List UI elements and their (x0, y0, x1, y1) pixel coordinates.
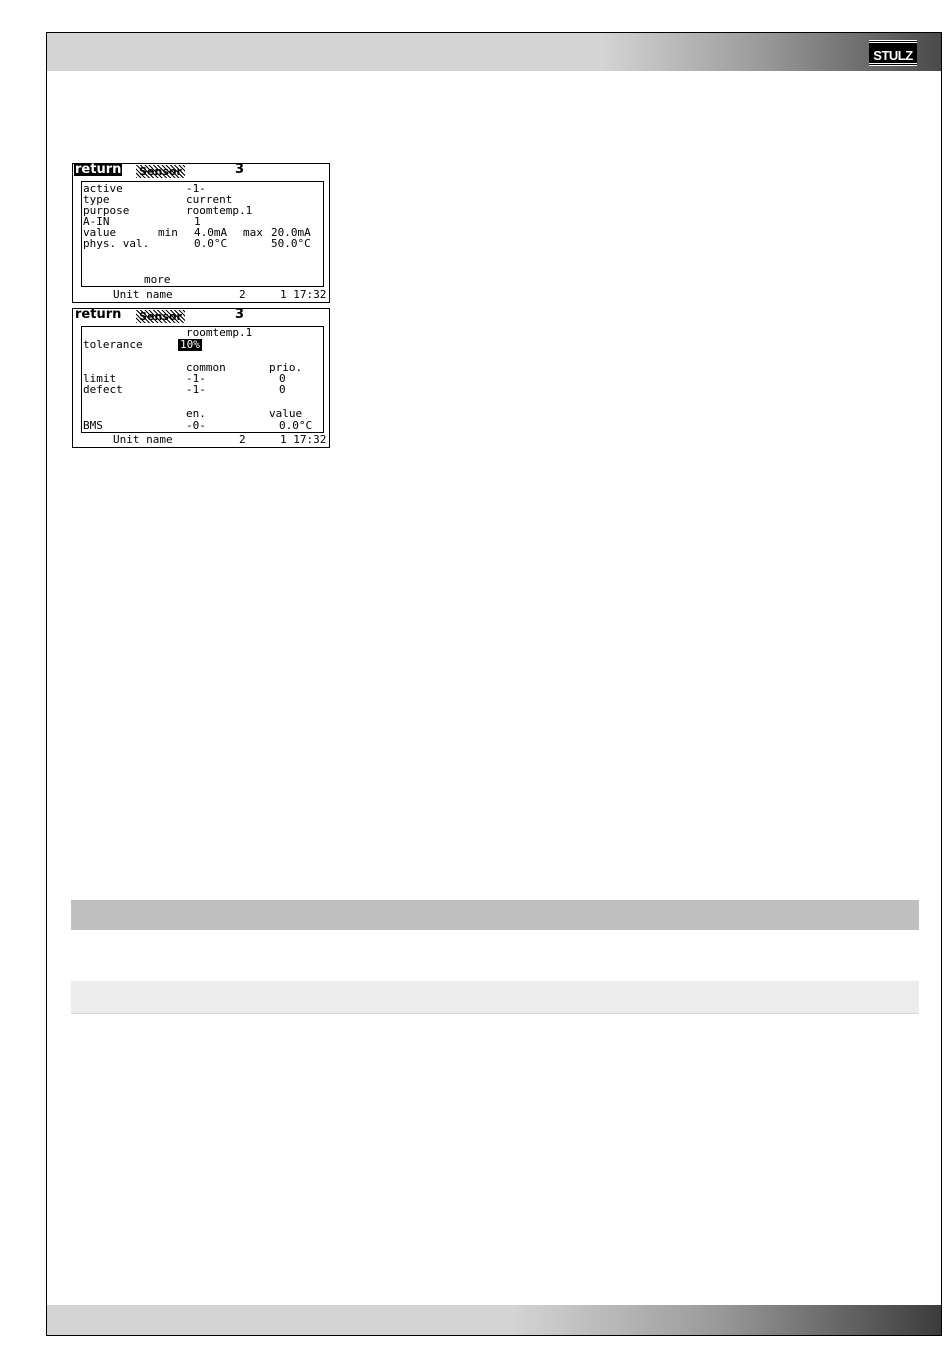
col-value: value (269, 407, 303, 420)
page-frame (46, 32, 942, 1336)
limit-common[interactable]: -1- (186, 372, 206, 385)
limit-prio[interactable]: 0 (279, 372, 286, 385)
unit-name: Unit name (113, 433, 173, 446)
sensor-number: 3 (235, 162, 245, 177)
bms-en[interactable]: -0- (186, 419, 206, 432)
phys-min-value[interactable]: 0.0°C (194, 237, 228, 250)
stulz-logo: STULZ (869, 40, 917, 66)
min-label: min (158, 226, 178, 239)
lcd-header (73, 164, 329, 179)
min-value[interactable]: 4.0mA (194, 226, 228, 239)
row-label: active (83, 182, 123, 195)
return-label[interactable]: return (75, 307, 122, 322)
row-label: A-IN (83, 215, 110, 228)
row-label: value (83, 226, 117, 239)
lcd-content (81, 326, 324, 433)
tolerance-label: tolerance (83, 338, 143, 351)
lcd-footer (73, 289, 329, 301)
row-label: purpose (83, 204, 130, 217)
purpose-value: roomtemp.1 (186, 326, 253, 339)
row-value[interactable]: current (186, 193, 233, 206)
col-en: en. (186, 407, 206, 420)
more-link[interactable]: more (144, 273, 171, 286)
col-prio: prio. (269, 361, 303, 374)
section-bar (71, 900, 919, 930)
limit-label: limit (83, 372, 117, 385)
row-value[interactable]: roomtemp.1 (186, 204, 253, 217)
row-value[interactable]: -1- (186, 182, 206, 195)
sensor-number: 3 (235, 307, 245, 322)
footer-time: 1 17:32 (280, 288, 327, 301)
subsection-bar (71, 981, 919, 1014)
tolerance-value[interactable]: 10% (180, 338, 200, 351)
row-label: phys. val. (83, 237, 150, 250)
col-common: common (186, 361, 226, 374)
footer-number: 2 (239, 288, 246, 301)
footer-bar (47, 1305, 941, 1335)
header-bar (47, 33, 941, 71)
footer-number: 2 (239, 433, 246, 446)
sensor-tab[interactable]: Sensor (136, 165, 185, 178)
lcd-header (73, 309, 329, 324)
max-label: max (243, 226, 263, 239)
sensor-tab[interactable]: Sensor (136, 310, 185, 323)
defect-label: defect (83, 383, 123, 396)
unit-name: Unit name (113, 288, 173, 301)
bms-label: BMS (83, 419, 103, 432)
phys-max-value[interactable]: 50.0°C (271, 237, 311, 250)
return-label[interactable]: return (75, 162, 122, 177)
footer-time: 1 17:32 (280, 433, 327, 446)
row-label: type (83, 193, 110, 206)
lcd-screen-sensor-settings (72, 163, 330, 303)
lcd-content (81, 181, 324, 287)
row-value[interactable]: 1 (194, 215, 201, 228)
lcd-screen-sensor-alarms (72, 308, 330, 448)
defect-prio[interactable]: 0 (279, 383, 286, 396)
bms-value: 0.0°C (279, 419, 313, 432)
max-value[interactable]: 20.0mA (271, 226, 311, 239)
defect-common[interactable]: -1- (186, 383, 206, 396)
lcd-footer (73, 434, 329, 446)
